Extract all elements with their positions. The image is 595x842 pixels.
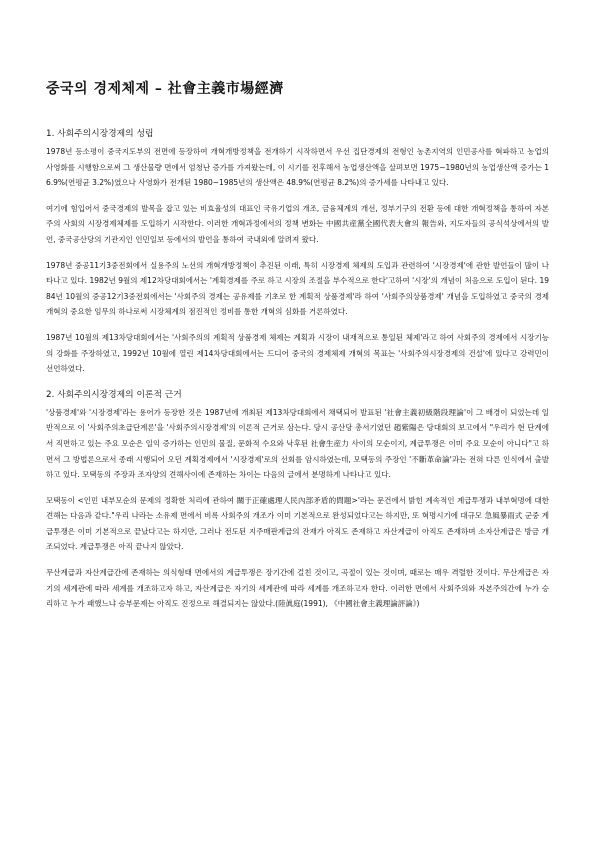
- section-heading: 1. 사회주의시장경제의 성립: [46, 129, 154, 139]
- section-establishment: [46, 126, 549, 377]
- paragraph: 1978년 중공11기3중전회에서 실용주의 노선의 개혁개방정책이 추진된 이래, 특히 시장경제 체제의 도입과 관련하여 '시장경제'에 관한 발언들이 많이 나타나고 있다. 1982년 9월의 제12차당대회에서는 '계획경제를 주로 하고 시장의 조절을 부수적으로 한다'고하여 '시장'의 개념이 처음으로 도입이 된다. 1984년 10월의 중공12기3중전회에서는 '사회주의 경제는 공유제를 기초로 한 계획적 상품경제'라 하여 '사회주의상품경제' 개념을 도입하였고 중국의 경제개혁의 중요한 임무의 하나로써 시장체계의 점진적인 정비를 통한 개혁의 심화를 거론하였다.: [46, 260, 549, 317]
- paragraph: 1978년 등소평이 중국지도부의 전면에 등장하여 개혁개방정책을 전개하기 시작하면서 우선 집단경제의 전형인 농촌지역의 인민공사를 혁파하고 농업의 사영화를 시행함으로써 그 생산물량 면에서 엄청난 증가를 가져왔는데, 이 시기를 전후해서 농업생산액을 살펴보면 1975~1980년의 농업생산액 증가는 16.9%(연평균 3.2%)였으나 사영화가 전개된 1980~1985년의 생산액은 48.9%(연평균 8.2%)의 증가세를 나타내고 있다.: [46, 147, 549, 188]
- document-title: 중국의 경제체제 – 社會主義市場經濟: [46, 81, 284, 97]
- section-theory: [46, 387, 549, 612]
- paragraph: 여기에 힘입어서 중국경제의 발목을 잡고 있는 비효율성의 대표인 국유기업의 개조, 금융체계의 개선, 정부기구의 전환 등에 대한 개혁정책을 통하여 자본주의 사회의 시장경제체제를 도입하기 시작한다. 이러한 개혁과정에서의 정책 변화는 中國共産黨全國代表大會의 報告와, 지도자들의 공식석상에서의 발언, 중국공산당의 기관지인 인민일보 등에서의 발언을 통하여 국내외에 알려져 왔다.: [46, 203, 549, 244]
- section-heading: 2. 사회주의시장경제의 이론적 근거: [46, 389, 182, 400]
- paragraph: 무산계급과 자산계급간에 존재하는 의식형태 면에서의 계급투쟁은 장기간에 걸친 것이고, 곡절이 있는 것이며, 때로는 매우 격렬한 것이다. 무산계급은 자기의 세계관에 따라 세계를 개조하고자 하고, 자산계급은 자기의 세계관에 따라 세계를 개조하고자 한다. 이러한 면에서 사회주의와 자본주의간에 누가 승리하고 누가 패했느냐 승부문제는 아직도 진정으로 해결되지는 않았다.(陸眞庭(1991), 《中國社會主義理論評論》): [46, 568, 549, 609]
- paragraph: 1987년 10월의 제13차당대회에서는 '사회주의의 계획적 상품경제 체제는 계획과 시장이 내재적으로 통일된 체제'라고 하여 사회주의 경제에서 시장기능의 강화를 주장하였고, 1992년 10월에 열린 제14차당대회에서는 드디어 중국의 경제체제 개혁의 목표는 '사회주의시장경제의 건설'에 있다고 강력민이 선언하였다.: [46, 332, 549, 374]
- paragraph: '상품경제'와 '시장경제'라는 용어가 등장한 것은 1987년에 개최된 제13차당대회에서 채택되어 발표된 '社會主義初級階段理論'이 그 배경이 되었는데 일반적으로 이 '사회주의초급단계론'을 '사회주의시장경제'의 이론적 근거로 삼는다. 당시 공산당 총서기였던 趙紫陽은 당대회의 보고에서 "우리가 현 단계에서 직면하고 있는 주요 모순은 일익 증가하는 인민의 물질, 문화적 수요와 낙후된 社會生産力 사이의 모순이지, 계급투쟁은 이미 주요 모순이 아니다"고 하면서 그 방법론으로서 종래 시행되어 오던 계획경제에서 '시장경제'로의 선회를 암시하였는데, 모택동의 주장인 '不斷革命論'과는 전혀 다른 인식에서 출발하고 있다. 모택동의 주장과 조자양의 견해사이에 존재하는 차이는 다음의 글에서 분명하게 나타나고 있다.: [46, 407, 549, 480]
- paragraph: 모택동이 <인민 내부모순의 문제의 정확한 처리에 관하여 關于正確處理人民內部矛盾的問題>'라는 문건에서 밝힌 계속적인 계급투쟁과 내부혁명에 대한 견해는 다음과 같다."우리 나라는 소유제 면에서 비록 사회주의 개조가 이미 기본적으로 완성되었다고는 하지만, 또 혁명시기에 대규모 急風暴雨式 군중 계급투쟁은 이미 기본적으로 끝났다고는 하지만, 그러나 전도된 지주매판계급의 잔재가 아직도 존재하고 자산계급이 아직도 존재하며 소자산계급은 방금 개조되었다. 계급투쟁은 아직 끝나지 않았다.: [46, 495, 549, 552]
